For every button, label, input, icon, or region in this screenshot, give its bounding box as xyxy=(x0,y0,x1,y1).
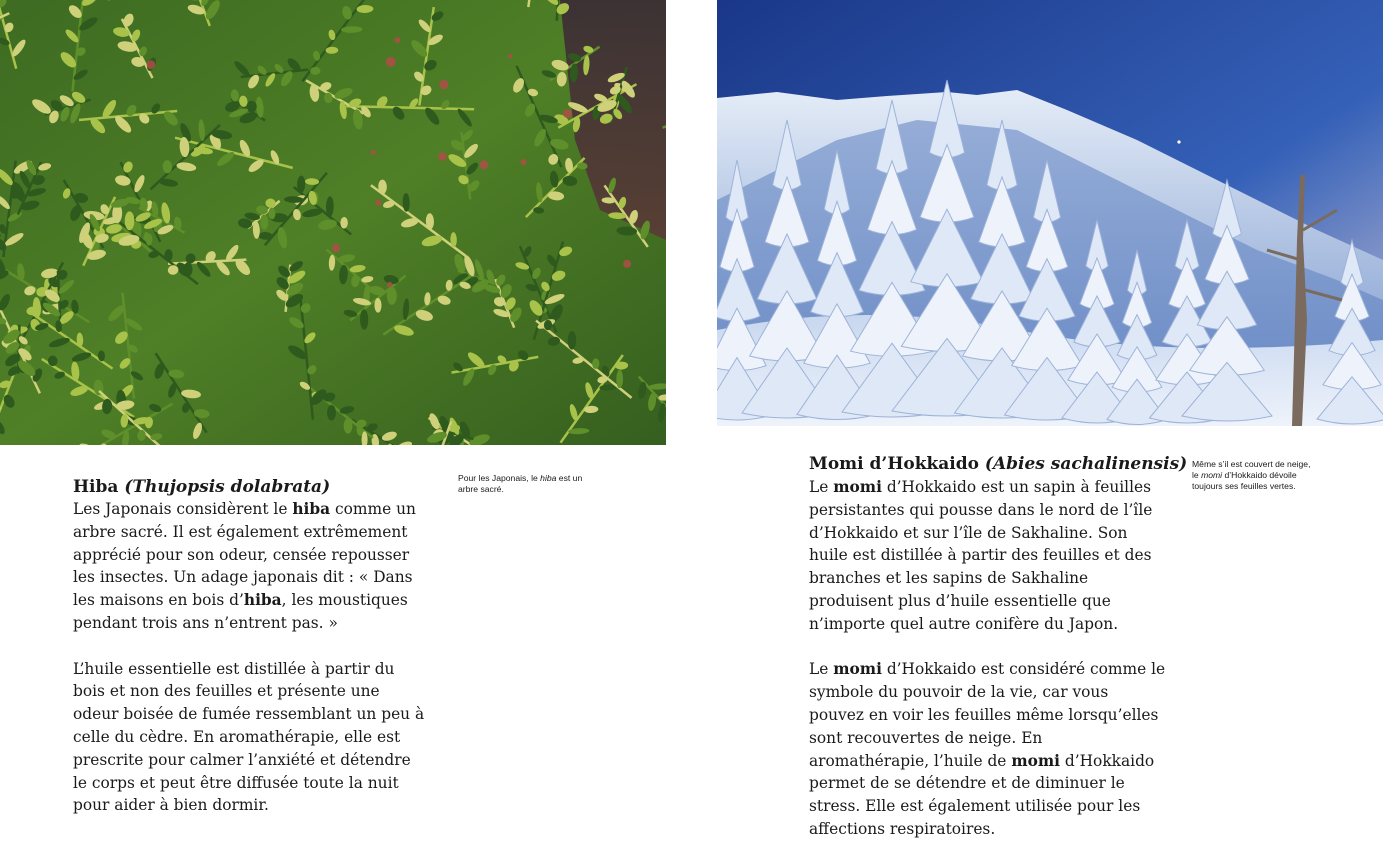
foliage-red-bud xyxy=(375,200,381,206)
foliage-red-bud xyxy=(332,244,340,252)
hiba-foliage-photo xyxy=(0,0,666,445)
foliage-leaf xyxy=(344,418,353,433)
foliage-red-bud xyxy=(438,152,447,161)
foliage-red-bud xyxy=(387,282,392,287)
momi-title-latin: (Abies sachalinensis) xyxy=(984,454,1188,474)
momi-term: momi xyxy=(833,478,882,496)
hiba-term: hiba xyxy=(292,500,331,518)
right-page xyxy=(692,0,1383,856)
momi-body-text xyxy=(809,476,1167,841)
momi-text-run: d’Hokkaido est un sapin à feuilles persistantes qui pousse dans le nord de l’île d’Hokkaido et sur l’île de Sakhaline. Son huile est distillée à partir des feuilles et des branches et les sapins de Sakhaline produisent plus d’huile essentielle que n’importe quel autre conifère du Japon. xyxy=(809,478,1153,633)
hiba-text-run: , les moustiques pendant trois ans n’entrent pas. » xyxy=(73,591,408,632)
foliage-red-bud xyxy=(520,159,526,165)
hiba-term: hiba xyxy=(243,591,282,610)
hiba-title-name: Hiba xyxy=(73,477,119,497)
momi-text-run: d’Hokkaido est considéré comme le symbole du pouvoir de la vie, car vous pouvez en voir les feuilles même lorsqu’elles sont recouvertes de neige. En aromathérapie, l’huile de xyxy=(809,660,1166,770)
foliage-leaf xyxy=(146,234,153,246)
hiba-text-run: comme un arbre sacré. Il est également extrêmement apprécié pour son odeur, censée repousser les insectes. Un adage japonais dit : « Dans les maisons en bois d’ xyxy=(73,500,416,610)
hiba-photo-caption: Pour les Japonais, le hiba est un arbre sacré. xyxy=(458,473,583,494)
momi-text-run: d’Hokkaido permet de se détendre et de diminuer le stress. Elle est également utilisée pour les affections respiratoires. xyxy=(809,751,1155,838)
momi-text-run: Le xyxy=(809,478,834,496)
foliage-red-bud xyxy=(371,150,376,155)
hiba-title-latin: (Thujopsis dolabrata) xyxy=(124,477,331,497)
foliage-leaf xyxy=(327,405,336,420)
foliage-red-bud xyxy=(563,109,572,118)
momi-paragraph xyxy=(809,658,1167,840)
momi-title-name: Momi d’Hokkaido xyxy=(809,454,979,474)
hiba-text-run: L’huile essentielle est distillée à partir du bois et non des feuilles et présente une odeur boisée de fumée ressemblant un peu à celle du cèdre. En aromathérapie, elle est prescrite pour calmer l’anxiété et détendre le corps et peut être diffusée toute la nuit pour aider à bien dormir. xyxy=(73,659,425,815)
foliage-red-bud xyxy=(480,160,489,169)
foliage-red-bud xyxy=(147,60,156,69)
momi-photo-caption: Même s’il est couvert de neige, le momi d’Hokkaido dévoile toujours ses feuilles vertes. xyxy=(1192,459,1311,491)
foliage-leaf xyxy=(125,211,135,230)
momi-section-title xyxy=(809,453,1187,476)
foliage-red-bud xyxy=(395,37,401,43)
hiba-section-title xyxy=(73,476,330,499)
momi-term: momi xyxy=(833,660,882,679)
foliage-leaf xyxy=(184,262,193,276)
hiba-body-text xyxy=(73,498,425,817)
momi-term: momi xyxy=(1011,751,1060,770)
hiba-paragraph xyxy=(73,498,425,635)
momi-text-run: Le xyxy=(809,660,834,679)
foliage-leaf xyxy=(164,249,172,261)
hiba-paragraph xyxy=(73,658,425,818)
hiba-text-run: Les Japonais considèrent le xyxy=(73,500,293,518)
foliage-red-bud xyxy=(439,80,448,89)
snowy-fir-mountain-photo xyxy=(717,0,1383,426)
foliage-red-bud xyxy=(508,54,512,58)
momi-paragraph xyxy=(809,476,1167,636)
foliage-red-bud xyxy=(386,57,396,67)
foliage-red-bud xyxy=(623,260,631,268)
